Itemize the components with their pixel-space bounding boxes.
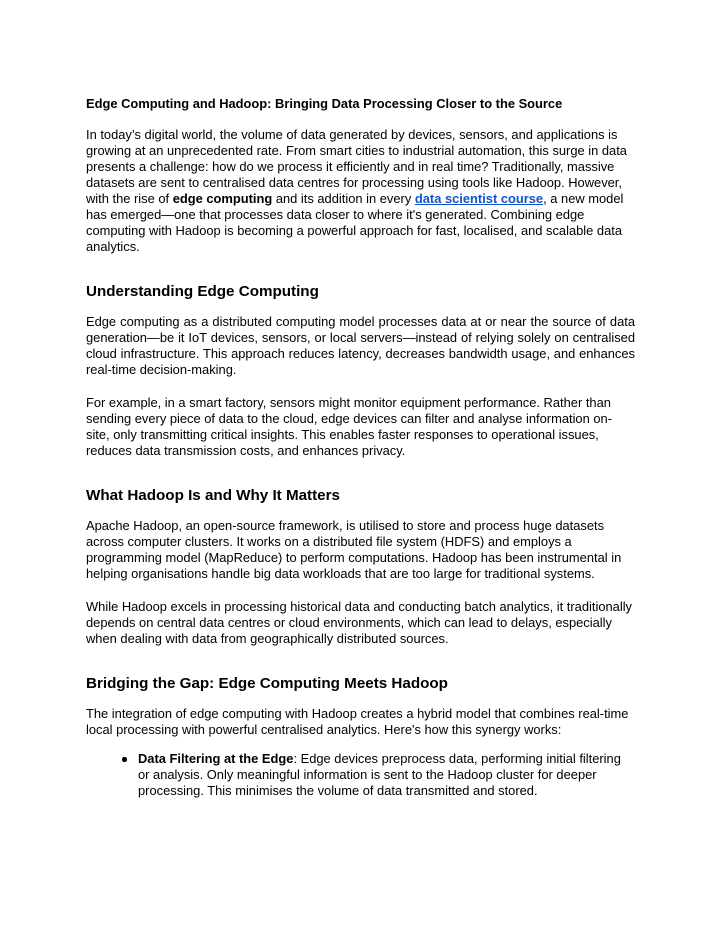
text-segment: edge computing [172, 191, 273, 206]
paragraph-edge-definition: Edge computing as a distributed computing model processes data at or near the source of data generation—be it IoT devices, sensors, or local servers—instead of relying solely on centralised cloud infrastructure. This approach reduces latency, decreases bandwidth usage, and enhances real-time decision-making. [86, 314, 635, 377]
paragraph-integration: The integration of edge computing with Hadoop creates a hybrid model that combines real-time local processing with powerful centralised analytics. Here's how this synergy works: [86, 706, 629, 737]
text-segment: : Edge devices preprocess data, performing initial filtering or analysis. Only meaningful information is sent to the Hadoop cluster for deeper processing. This minimises the volume of data transmitted and stored. [138, 751, 621, 798]
paragraph-hadoop-limits: While Hadoop excels in processing historical data and conducting batch analytics, it traditionally depends on central data centres or cloud environments, which can lead to delays, especially when dealing with data from geographically distributed sources. [86, 599, 633, 646]
paragraph-intro [86, 127, 635, 255]
text-segment: , a new model has emerged—one that processes data closer to where it's generated. Combining edge computing with Hadoop is becoming a powerful approach for fast, localised, and scalable data analytics. [86, 191, 624, 254]
text-segment: In today’s digital world, the volume of data generated by devices, sensors, and applications is growing at an unprecedented rate. From smart cities to industrial automation, this surge in data presents a challenge: how do we process it efficiently and in real time? Traditionally, massive datasets are sent to centralised data centres for processing using tools like Hadoop. However, with the rise of [86, 127, 627, 206]
paragraph-hadoop-overview: Apache Hadoop, an open-source framework, is utilised to store and process huge datasets across computer clusters. It works on a distributed file system (HDFS) and employs a programming model (MapReduce) to perform computations. Hadoop has been instrumental in helping organisations handle big data workloads that are too large for traditional systems. [86, 518, 622, 581]
heading-what-hadoop-is: What Hadoop Is and Why It Matters [86, 487, 340, 504]
heading-understanding-edge-computing: Understanding Edge Computing [86, 283, 319, 300]
data-scientist-course-link[interactable]: data scientist course [414, 191, 544, 206]
document-page [86, 0, 635, 799]
heading-bridging-the-gap: Bridging the Gap: Edge Computing Meets Hadoop [86, 675, 448, 692]
bullet-list [86, 751, 635, 799]
paragraph-smart-factory-example: For example, in a smart factory, sensors might monitor equipment performance. Rather than sending every piece of data to the cloud, edge devices can filter and analyse information on-site, only transmitting critical insights. This enables faster responses to operational issues, reduces data transmission costs, and enhances privacy. [86, 395, 612, 458]
doc-title: Edge Computing and Hadoop: Bringing Data Processing Closer to the Source [86, 96, 563, 111]
bullet-item-data-filtering [138, 751, 635, 799]
text-segment: and its addition in every [272, 191, 415, 206]
text-segment: Data Filtering at the Edge [138, 751, 294, 766]
